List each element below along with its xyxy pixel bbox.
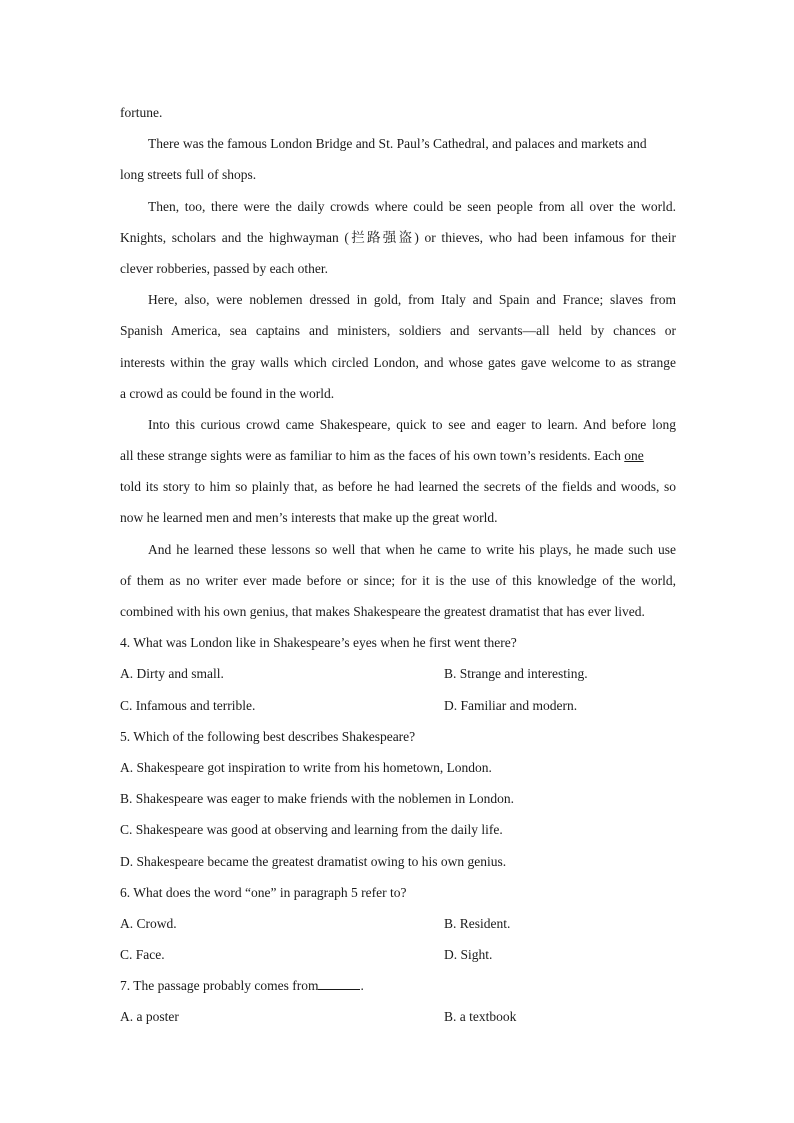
question-stem <box>120 970 676 1001</box>
option-row <box>120 658 676 689</box>
option-b: B. Shakespeare was eager to make friends with the noblemen in London. <box>120 791 515 807</box>
option-row <box>120 1001 676 1032</box>
option-d: D. Sight. <box>444 947 493 963</box>
paragraph-line: interests within the gray walls which circled London, and whose gates gave welcome to as strange <box>120 354 676 370</box>
option-c: C. Face. <box>120 947 165 963</box>
option-d: D. Shakespeare became the greatest dramatist owing to his own genius. <box>120 853 507 869</box>
question-text-end: . <box>360 978 364 994</box>
option-c: C. Infamous and terrible. <box>120 697 256 713</box>
option-row <box>120 690 676 721</box>
paragraph-line: long streets full of shops. <box>120 167 257 183</box>
option-a: A. Crowd. <box>120 915 177 931</box>
option-a: A. Dirty and small. <box>120 666 224 682</box>
option-row <box>120 939 676 970</box>
paragraph-line: Then, too, there were the daily crowds where could be seen people from all over the world. <box>148 198 676 214</box>
question-stem: 5. Which of the following best describes Shakespeare? <box>120 728 416 744</box>
exam-content <box>120 97 676 1033</box>
paragraph-line: There was the famous London Bridge and St. Paul’s Cathedral, and palaces and markets and <box>148 136 647 152</box>
option-c: C. Shakespeare was good at observing and learning from the daily life. <box>120 822 503 838</box>
paragraph-line: Here, also, were noblemen dressed in gold, from Italy and Spain and France; slaves from <box>148 292 676 308</box>
underlined-word: one <box>624 448 644 464</box>
paragraph-line <box>120 440 676 471</box>
option-a: A. a poster <box>120 1009 179 1025</box>
paragraph-line: Spanish America, sea captains and ministers, soldiers and servants—all held by chances or <box>120 323 676 339</box>
paragraph-line: told its story to him so plainly that, as before he had learned the secrets of the fields and woods, so <box>120 479 676 495</box>
answer-blank <box>318 975 360 990</box>
paragraph-text: all these strange sights were as familiar to him as the faces of his own town’s residents. Each <box>120 448 621 464</box>
paragraph-line: of them as no writer ever made before or since; for it is the use of this knowledge of the world, <box>120 572 676 588</box>
option-d: D. Familiar and modern. <box>444 697 578 713</box>
question-text: 7. The passage probably comes from <box>120 978 319 994</box>
paragraph-line: fortune. <box>120 105 163 120</box>
option-row <box>120 908 676 939</box>
paragraph-line: Knights, scholars and the highwayman (拦路强盗) or thieves, who had been infamous for their <box>120 229 676 245</box>
question-stem: 6. What does the word “one” in paragraph 5 refer to? <box>120 884 407 900</box>
paragraph-line: clever robberies, passed by each other. <box>120 260 329 276</box>
paragraph-line: Into this curious crowd came Shakespeare, quick to see and eager to learn. And before long <box>148 416 676 432</box>
option-a: A. Shakespeare got inspiration to write from his hometown, London. <box>120 759 492 775</box>
paragraph-line: a crowd as could be found in the world. <box>120 385 335 401</box>
option-b: B. Strange and interesting. <box>444 666 588 682</box>
paragraph-line: And he learned these lessons so well that when he came to write his plays, he made such use <box>148 541 676 557</box>
option-b: B. Resident. <box>444 915 511 931</box>
question-stem: 4. What was London like in Shakespeare’s eyes when he first went there? <box>120 635 517 651</box>
option-b: B. a textbook <box>444 1009 517 1025</box>
paragraph-line: combined with his own genius, that makes Shakespeare the greatest dramatist that has ever lived. <box>120 604 645 619</box>
paragraph-line: now he learned men and men’s interests that make up the great world. <box>120 510 498 526</box>
